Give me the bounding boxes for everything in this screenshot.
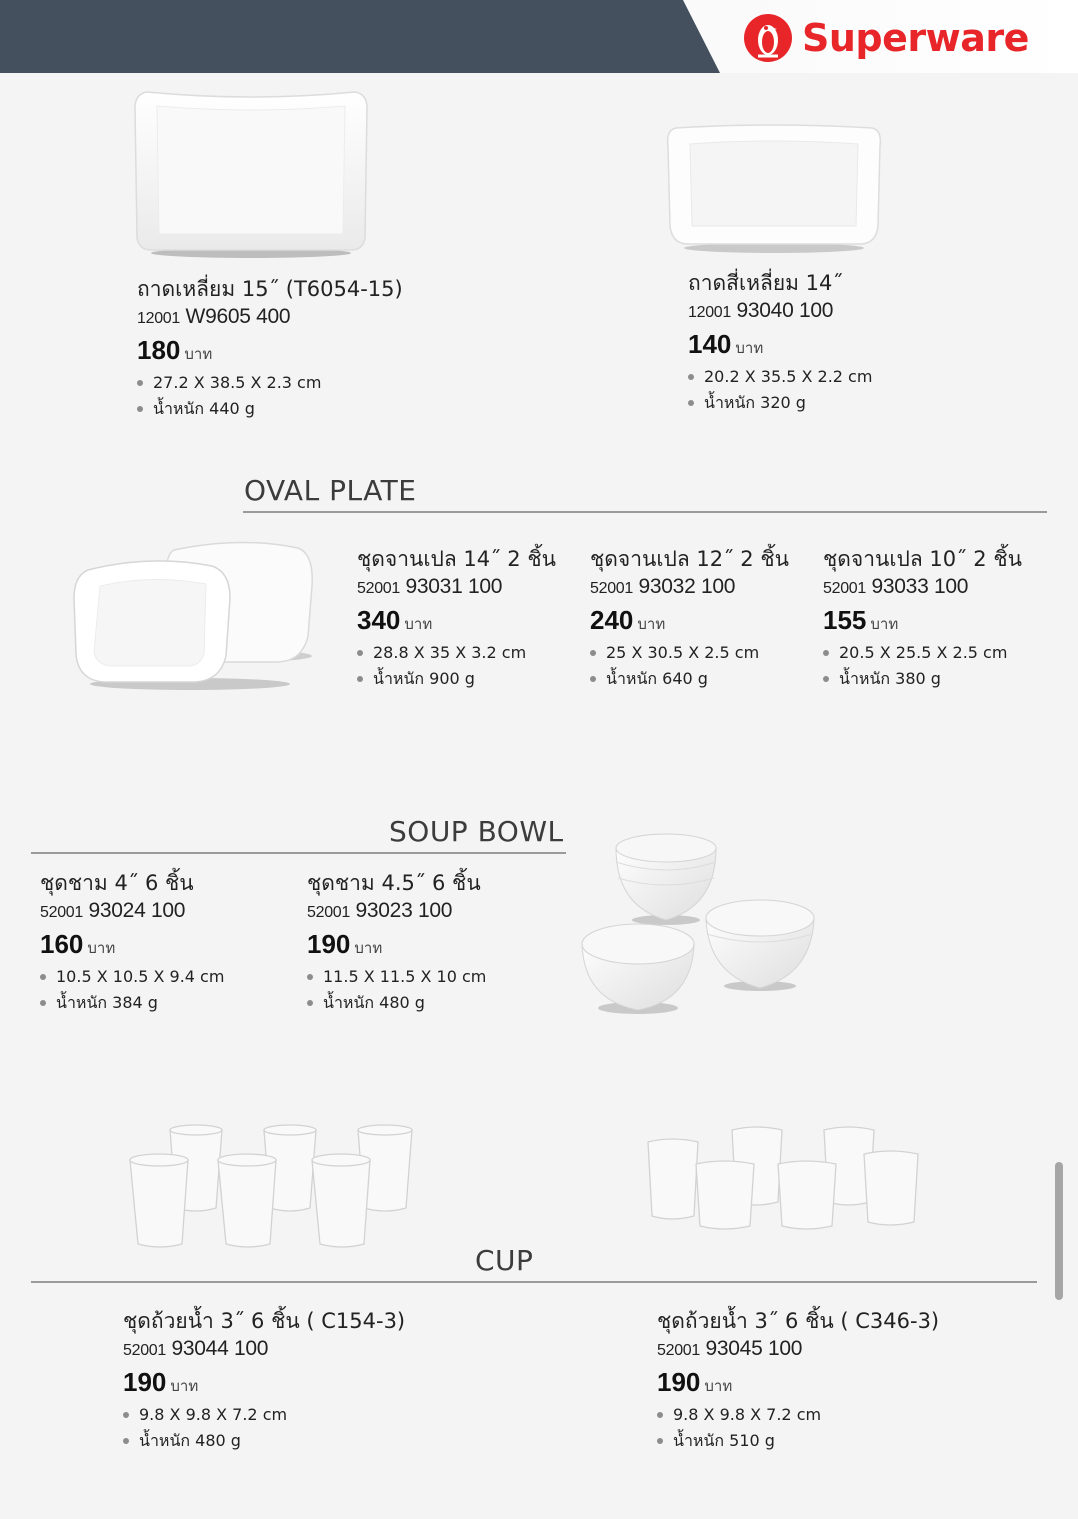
product-price: 340 บาท: [357, 605, 433, 635]
product-code: 52001 93024 100: [40, 899, 186, 922]
product-weight: น้ำหนัก 900 g: [357, 666, 556, 692]
product-weight: น้ำหนัก 440 g: [137, 396, 403, 422]
product-name: ชุดจานเปล 12˝ 2 ชิ้น: [590, 547, 789, 571]
product-bowl-4-5: [307, 869, 486, 1016]
header-bar: [0, 0, 1078, 73]
product-name: ถาดสี่เหลี่ยม 14˝: [688, 271, 843, 295]
product-code: 52001 93033 100: [823, 575, 969, 598]
product-oval-plate-10: [823, 545, 1022, 692]
product-name: ชุดจานเปล 14˝ 2 ชิ้น: [357, 547, 556, 571]
section-title-soup-bowl: SOUP BOWL: [389, 815, 564, 848]
product-cup-c154: [123, 1307, 405, 1454]
product-tray-14: [688, 269, 872, 416]
product-price: 190 บาท: [307, 929, 383, 959]
scrollbar-thumb[interactable]: [1055, 1162, 1063, 1300]
brand-logo: [744, 14, 1029, 62]
product-price: 190 บาท: [657, 1367, 733, 1397]
bowl-set-image: [576, 826, 822, 1016]
product-code: 12001 93040 100: [688, 299, 834, 322]
section-title-cup: CUP: [475, 1244, 534, 1277]
product-size: 20.5 X 25.5 X 2.5 cm: [823, 640, 1022, 666]
product-oval-plate-12: [590, 545, 789, 692]
product-code: 52001 93023 100: [307, 899, 453, 922]
product-size: 9.8 X 9.8 X 7.2 cm: [123, 1402, 405, 1428]
brand-name: Superware: [802, 16, 1029, 60]
product-size: 28.8 X 35 X 3.2 cm: [357, 640, 556, 666]
product-code: 12001 W9605 400: [137, 305, 291, 328]
product-tray-15: [137, 275, 403, 422]
product-size: 11.5 X 11.5 X 10 cm: [307, 964, 486, 990]
product-price: 180 บาท: [137, 335, 213, 365]
product-name: ชุดถ้วยน้ำ 3˝ 6 ชิ้น ( C346-3): [657, 1309, 940, 1333]
product-size: 20.2 X 35.5 X 2.2 cm: [688, 364, 872, 390]
product-price: 140 บาท: [688, 329, 764, 359]
product-size: 25 X 30.5 X 2.5 cm: [590, 640, 789, 666]
cup-set-c346-image: [644, 1126, 924, 1232]
section-divider: [243, 511, 1047, 513]
product-weight: น้ำหนัก 640 g: [590, 666, 789, 692]
product-price: 240 บาท: [590, 605, 666, 635]
product-name: ชุดจานเปล 10˝ 2 ชิ้น: [823, 547, 1022, 571]
product-weight: น้ำหนัก 320 g: [688, 390, 872, 416]
product-code: 52001 93044 100: [123, 1337, 269, 1360]
rectangular-tray-image: [133, 88, 369, 260]
product-name: ชุดถ้วยน้ำ 3˝ 6 ชิ้น ( C154-3): [123, 1309, 406, 1333]
section-divider: [31, 1281, 1037, 1283]
product-size: 10.5 X 10.5 X 9.4 cm: [40, 964, 224, 990]
square-tray-image: [664, 122, 884, 254]
oval-plate-set-image: [70, 536, 320, 694]
product-name: ถาดเหลี่ยม 15˝ (T6054-15): [137, 277, 403, 301]
section-title-oval-plate: OVAL PLATE: [244, 474, 417, 507]
product-code: 52001 93032 100: [590, 575, 736, 598]
product-name: ชุดชาม 4.5˝ 6 ชิ้น: [307, 871, 481, 895]
product-weight: น้ำหนัก 380 g: [823, 666, 1022, 692]
product-price: 155 บาท: [823, 605, 899, 635]
product-code: 52001 93045 100: [657, 1337, 803, 1360]
product-price: 190 บาท: [123, 1367, 199, 1397]
product-code: 52001 93031 100: [357, 575, 503, 598]
product-cup-c346: [657, 1307, 939, 1454]
product-size: 9.8 X 9.8 X 7.2 cm: [657, 1402, 939, 1428]
product-name: ชุดชาม 4˝ 6 ชิ้น: [40, 871, 194, 895]
penguin-logo-icon: [744, 14, 792, 62]
product-weight: น้ำหนัก 480 g: [307, 990, 486, 1016]
product-size: 27.2 X 38.5 X 2.3 cm: [137, 370, 403, 396]
product-oval-plate-14: [357, 545, 556, 692]
product-weight: น้ำหนัก 480 g: [123, 1428, 405, 1454]
product-weight: น้ำหนัก 510 g: [657, 1428, 939, 1454]
product-price: 160 บาท: [40, 929, 116, 959]
cup-set-c154-image: [126, 1124, 418, 1258]
section-divider: [31, 852, 566, 854]
product-weight: น้ำหนัก 384 g: [40, 990, 224, 1016]
product-bowl-4: [40, 869, 224, 1016]
